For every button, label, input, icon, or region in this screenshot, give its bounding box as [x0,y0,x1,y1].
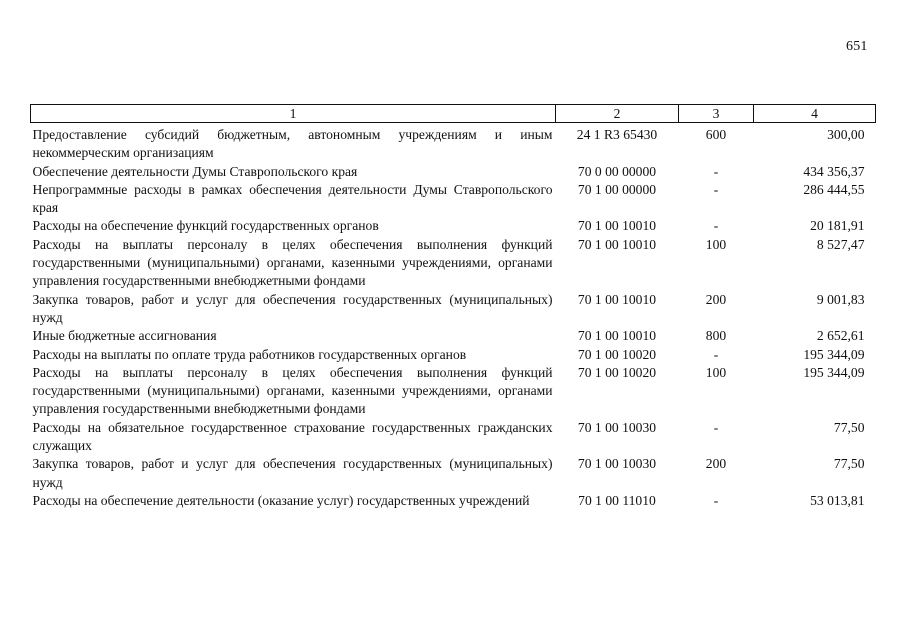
table-row [31,123,876,163]
row-amount-cell: 434 356,37 [803,163,865,179]
row-amount-cell: 195 344,09 [803,364,865,380]
row-type-cell: 600 [705,127,727,142]
row-type-cell: 800 [705,328,727,344]
row-code-cell: 70 1 00 10030 [577,419,657,435]
row-amount-cell: 9 001,83 [816,291,865,307]
row-name-cell: Расходы на обеспечение функций государственных органов [32,218,379,234]
row-name-cell: Иные бюджетные ассигнования [32,328,217,344]
header-row [31,105,876,123]
row-type-cell: 200 [705,456,727,472]
row-name-cell: Непрограммные расходы в рамках обеспечения деятельности Думы Ставропольского края [32,181,553,216]
row-amount-cell: 20 181,91 [810,218,865,234]
row-type-cell: - [713,419,719,435]
row-type-cell: - [713,218,719,234]
row-type-cell: - [713,492,719,508]
header-col-3: 3 [679,105,754,123]
row-amount-cell: 8 527,47 [816,236,865,252]
row-code-cell: 70 1 00 10020 [577,346,657,362]
table-row [31,327,876,345]
table-row [31,291,876,328]
row-name-cell: Расходы на обязательное государственное страхование государственных гражданских служащих [32,419,553,454]
page-number: 651 [846,39,868,54]
table-row [31,346,876,364]
row-amount-cell: 53 013,81 [810,492,865,508]
table-row [31,364,876,419]
row-name-cell: Расходы на выплаты персоналу в целях обеспечения выполнения функций государственными (муниципальными) органами, казенными учреждениями, органами управления государственными внебюджетными фондами [32,364,553,417]
row-type-cell: - [713,181,719,197]
row-amount-cell: 300,00 [827,127,865,142]
table-row [31,217,876,235]
row-code-cell: 70 1 00 10010 [577,236,657,252]
table-row [31,163,876,181]
row-type-cell: - [713,163,719,179]
row-type-cell: 100 [705,364,727,380]
row-amount-cell: 77,50 [833,419,865,435]
row-amount-cell: 77,50 [833,456,865,472]
row-name-cell: Обеспечение деятельности Думы Ставропольского края [32,163,358,179]
row-type-cell: 200 [705,291,727,307]
table-row [31,455,876,492]
row-amount-cell: 2 652,61 [816,328,865,344]
table-row [31,236,876,291]
row-code-cell: 24 1 R3 65430 [576,127,658,142]
row-code-cell: 70 1 00 00000 [577,181,657,197]
header-col-1: 1 [31,105,556,123]
table-body [31,123,876,511]
row-code-cell: 70 0 00 00000 [577,163,657,179]
row-code-cell: 70 1 00 10020 [577,364,657,380]
row-code-cell: 70 1 00 10010 [577,328,657,344]
header-col-4: 4 [754,105,876,123]
header-col-2: 2 [556,105,679,123]
row-type-cell: - [713,346,719,362]
row-name-cell: Расходы на обеспечение деятельности (оказание услуг) государственных учреждений [32,492,530,508]
row-name-cell: Расходы на выплаты по оплате труда работников государственных органов [32,346,467,362]
row-amount-cell: 286 444,55 [803,181,865,197]
row-code-cell: 70 1 00 10010 [577,218,657,234]
row-code-cell: 70 1 00 10030 [577,456,657,472]
budget-table [30,104,876,510]
row-amount-cell: 195 344,09 [803,346,865,362]
table-row [31,181,876,218]
table-row [31,492,876,510]
row-name-cell: Закупка товаров, работ и услуг для обеспечения государственных (муниципальных) нужд [32,456,553,490]
row-type-cell: 100 [705,236,727,252]
row-code-cell: 70 1 00 11010 [578,492,656,508]
row-name-cell: Предоставление субсидий бюджетным, автономным учреждениям и иным некоммерческим организациям [32,127,553,161]
table-row [31,419,876,456]
row-name-cell: Расходы на выплаты персоналу в целях обеспечения выполнения функций государственными (муниципальными) органами, казенными учреждениями, органами управления государственными внебюджетными фондами [32,236,553,289]
row-code-cell: 70 1 00 10010 [577,291,657,307]
row-name-cell: Закупка товаров, работ и услуг для обеспечения государственных (муниципальных) нужд [32,291,553,325]
